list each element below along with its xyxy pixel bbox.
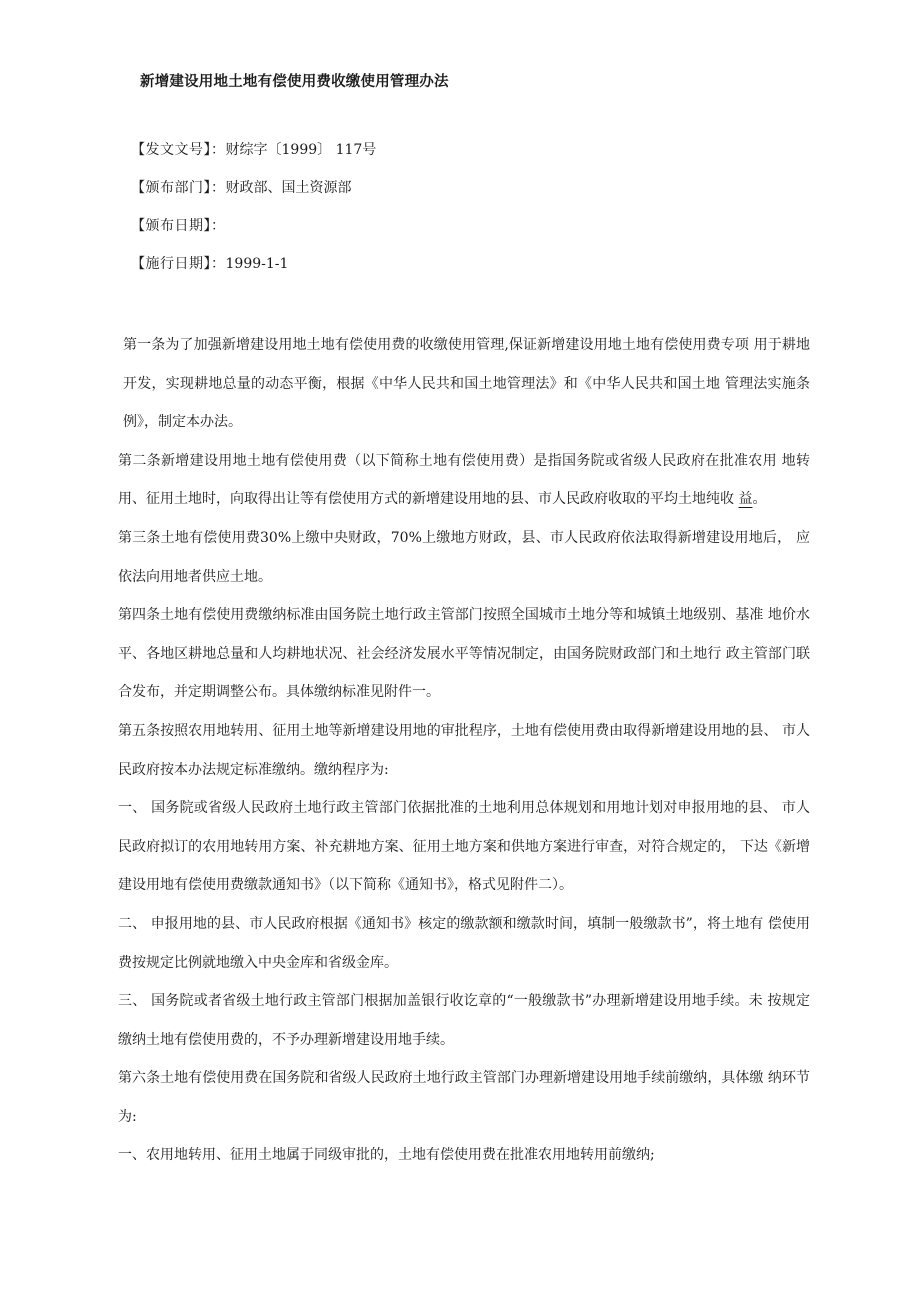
article-5-item-2: 二、 申报用地的县、市人民政府根据《通知书》核定的缴款额和缴款时间，填制一般缴款书”，将土地有 偿使用费按规定比例就地缴入中央金库和省级金库。	[118, 915, 810, 971]
meta-issue-date-label: 【颁布日期】：	[131, 218, 226, 234]
article-3: 第三条土地有偿使用费30%上缴中央财政，70%上缴地方财政，县、市人民政府依法取得新增建设用地后， 应依法向用地者供应土地。	[118, 529, 810, 585]
document-metadata	[131, 140, 376, 292]
meta-effective-date	[131, 254, 376, 292]
article-6-item-1: 一、农用地转用、征用土地属于同级审批的，土地有偿使用费在批准农用地转用前缴纳;	[118, 1147, 655, 1164]
article-2-end: 。	[752, 491, 767, 508]
meta-doc-number-value: 财综字〔1999〕 117号	[225, 142, 377, 158]
meta-issuer	[131, 178, 376, 216]
meta-doc-number	[131, 140, 376, 178]
meta-effective-date-value: 1999-1-1	[225, 256, 289, 272]
document-body	[118, 326, 810, 1175]
document-title: 新增建设用地土地有偿使用费收缴使用管理办法	[140, 74, 449, 90]
article-2	[118, 442, 810, 519]
article-2-underlined-char: 益	[738, 491, 753, 508]
article-5-item-1: 一、 国务院或省级人民政府土地行政主管部门依据批准的土地利用总体规划和用地计划对申报用地的县、 市人民政府拟订的农用地转用方案、补充耕地方案、征用土地方案和供地方案进行审查，对符合规定的， 下达《新增建设用地有偿使用费缴款通知书》（以下简称《通知书》，格式见附件二）。	[118, 800, 810, 894]
article-2-text: 第二条新增建设用地土地有偿使用费（以下简称土地有偿使用费）是指国务院或省级人民政府在批准农用 地转用、征用土地时，向取得出让等有偿使用方式的新增建设用地的县、市人民政府收取的平均土地纯收	[118, 452, 810, 508]
article-1: 第一条为了加强新增建设用地土地有偿使用费的收缴使用管理,保证新增建设用地土地有偿使用费专项 用于耕地开发，实现耕地总量的动态平衡，根据《中华人民共和国土地管理法》和《中华人民共和国土地 管理法实施条例》，制定本办法。	[123, 337, 810, 431]
article-5-item-3: 三、 国务院或者省级土地行政主管部门根据加盖银行收讫章的“一般缴款书”办理新增建设用地手续。未 按规定缴纳土地有偿使用费的，不予办理新增建设用地手续。	[118, 993, 810, 1048]
article-4: 第四条土地有偿使用费缴纳标准由国务院土地行政主管部门按照全国城市土地分等和城镇土地级别、基准 地价水平、各地区耕地总量和人均耕地状况、社会经济发展水平等情况制定，由国务院财政部门和土地行 政主管部门联合发布，并定期调整公布。具体缴纳标准见附件一。	[118, 607, 810, 701]
meta-doc-number-label: 【发文文号】：	[131, 142, 226, 158]
meta-effective-date-label: 【施行日期】：	[131, 256, 226, 272]
article-5: 第五条按照农用地转用、征用土地等新增建设用地的审批程序，土地有偿使用费由取得新增建设用地的县、 市人民政府按本办法规定标准缴纳。缴纳程序为:	[118, 722, 810, 778]
meta-issue-date	[131, 216, 376, 254]
meta-issuer-value: 财政部、国土资源部	[225, 180, 352, 196]
meta-issuer-label: 【颁布部门】：	[131, 180, 226, 196]
article-6: 第六条土地有偿使用费在国务院和省级人民政府土地行政主管部门办理新增建设用地手续前缴纳，具体缴 纳环节为:	[118, 1070, 810, 1125]
